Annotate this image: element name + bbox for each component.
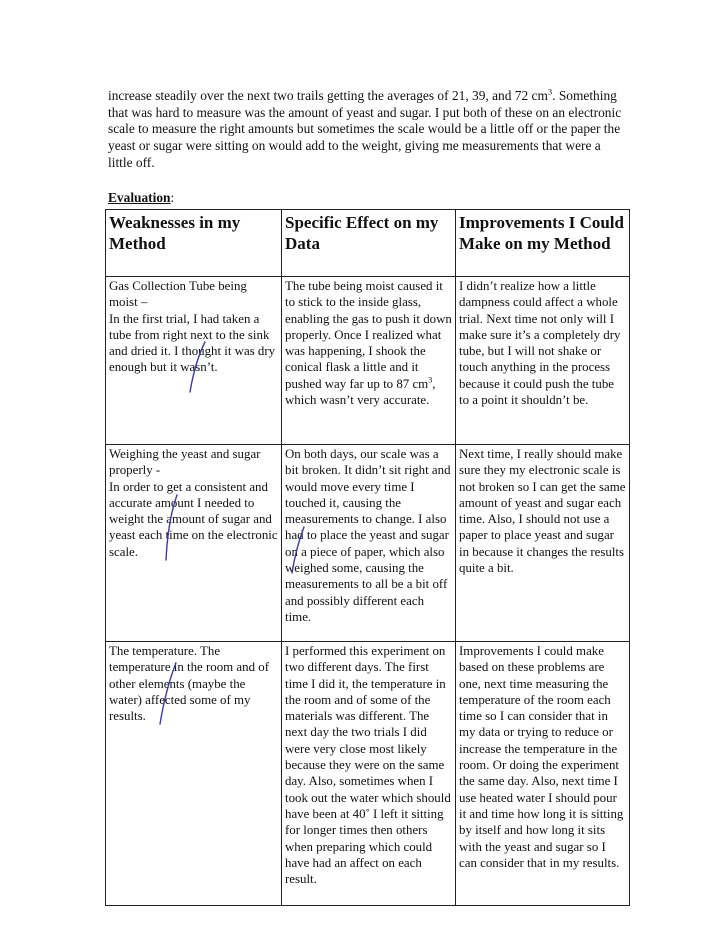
- header-weaknesses: Weaknesses in my Method: [106, 210, 282, 277]
- table-header-row: [106, 210, 630, 277]
- table-cell-weakness: [106, 277, 282, 445]
- table-cell-improvement: Next time, I really should make sure they my electronic scale is not broken so I can get the same amount of yeast and sugar each time. Also, I should not use a paper to place yeast and sugar in because it changes the results quite a bit.: [456, 445, 630, 642]
- weakness-detail: In the first trial, I had taken a tube from right next to the sink and dried it. I thought it was dry enough but it wasn’t.: [109, 311, 276, 375]
- intro-superscript: 3: [547, 86, 553, 97]
- evaluation-table: [105, 209, 630, 906]
- intro-paragraph: [108, 88, 628, 172]
- evaluation-heading-colon: :: [170, 190, 175, 205]
- effect-superscript: 3: [428, 375, 433, 385]
- table-cell-improvement: I didn’t realize how a little dampness could affect a whole trial. Next time not only will I make sure it’s a completely dry tube, but I will not shake or touch anything in the process because it could push the tube to a point it shouldn’t be.: [456, 277, 630, 445]
- evaluation-heading-label: Evaluation: [108, 190, 171, 205]
- header-improvements: Improvements I Could Make on my Method: [456, 210, 630, 277]
- table-cell-effect: I performed this experiment on two different days. The first time I did it, the temperature in the room and of some of the materials was different. The next day the two trials I did were very close most likely because they were on the same day. Also, sometimes when I took out the water which should have been at 40˚ I left it sitting for longer times then others when preparing which could have had an affect on each result.: [282, 642, 456, 906]
- intro-text-rest: . Something that was hard to measure was the amount of yeast and sugar. I put both of these on an electronic scale to measure the right amounts but sometimes the scale would be a little off or the paper the yeast or sugar were sitting on would add to the weight, giving me measurements that were a little off.: [108, 88, 622, 170]
- effect-text: The tube being moist caused it to stick to the inside glass, enabling the gas to push it down properly. Once I realized what was happening, I shook the conical flask a little and it pushed way far up to 87 cm: [285, 279, 452, 391]
- table-cell-effect: [282, 277, 456, 445]
- table-cell-effect: On both days, our scale was a bit broken. It didn’t sit right and would move every time I touched it, causing the measurements to change. I also had to place the yeast and sugar on a piece of paper, which also weighed some, causing the measurements to all be a bit off and possibly different each time.: [282, 445, 456, 642]
- intro-text: increase steadily over the next two trails getting the averages of 21, 39, and 72 cm: [108, 88, 548, 103]
- weakness-detail: In order to get a consistent and accurate amount I needed to weight the amount of sugar and yeast each time on the electronic scale.: [109, 479, 278, 559]
- table-row: [106, 642, 630, 906]
- effect-text-rest: , which wasn’t very accurate.: [285, 376, 436, 408]
- table-cell-weakness: [106, 445, 282, 642]
- table-cell-weakness: The temperature. The temperature in the room and of other elements (maybe the water) affected some of my results.: [106, 642, 282, 906]
- table-cell-improvement: Improvements I could make based on these problems are one, next time measuring the temperature of the room each time so I can consider that in my data or trying to reduce or increase the temperature in the room. Or doing the experiment the same day. Also, next time I use heated water I should pour it and time how long it is sitting by itself and how long it sits with the yeast and sugar so I can consider that in my results.: [456, 642, 630, 906]
- weakness-title: Gas Collection Tube being moist –: [109, 279, 247, 310]
- weakness-title: Weighing the yeast and sugar properly -: [109, 447, 261, 478]
- table-row: [106, 445, 630, 642]
- evaluation-heading: [108, 190, 174, 206]
- table-row: [106, 277, 630, 445]
- header-effect: Specific Effect on my Data: [282, 210, 456, 277]
